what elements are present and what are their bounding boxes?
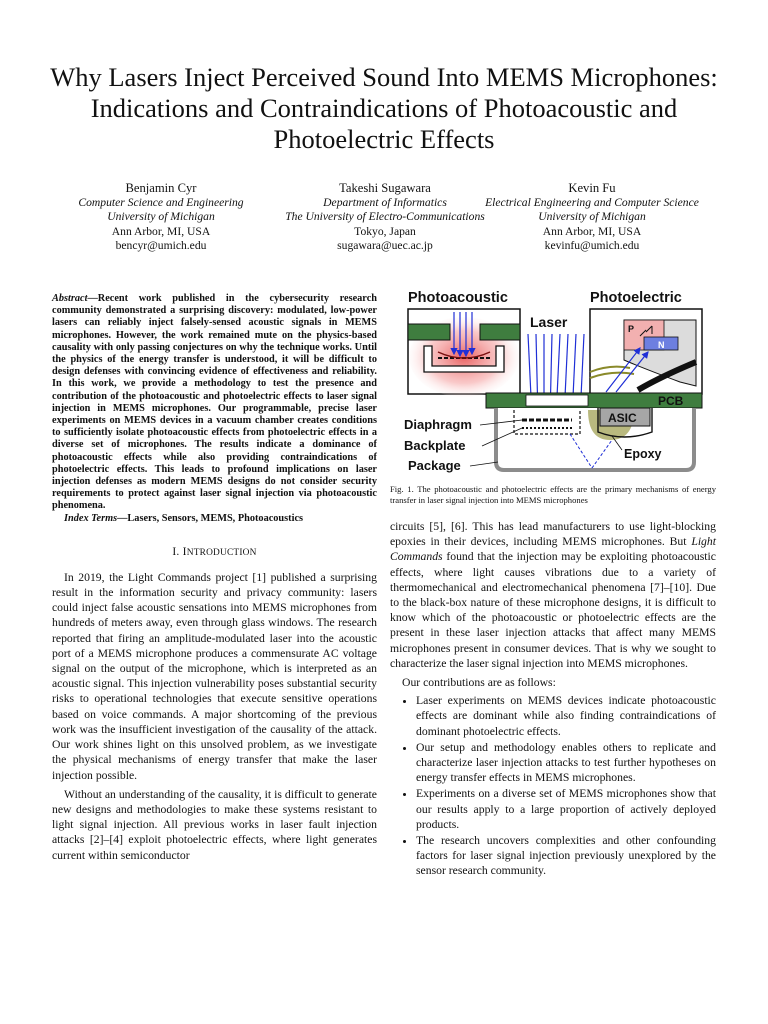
paper-title: Why Lasers Inject Perceived Sound Into MEMS Microphones: Indications and Contraindications of Photoacoustic and Photoelectric Effects <box>50 62 718 154</box>
p-label: P <box>628 324 635 334</box>
backplate-label: Backplate <box>404 438 466 453</box>
section-title-rest: NTRODUCTION <box>186 547 257 558</box>
laser-label: Laser <box>530 314 568 330</box>
contribution-item: • Our setup and methodology enables others to replicate and characterize laser injection attacks to test further hypotheses on energy transfer effects in MEMS microphones. <box>416 740 716 786</box>
author-location: Tokyo, Japan <box>354 224 416 238</box>
contribution-item: • The research uncovers complexities and other confounding factors for laser signal injection previously unexplored by the sensor research community. <box>416 833 716 879</box>
figure-1 <box>390 282 720 482</box>
intro-paragraph-2: Without an understanding of the causality, it is difficult to generate new designs and methodologies to make these systems resistant to light signal injection. All previous works in laser fault injection attacks [2]–[4] exploit photoelectric effects, where light generates current within semiconductor <box>52 787 377 862</box>
asic-label: ASIC <box>608 411 637 425</box>
author-name: Benjamin Cyr <box>125 181 197 195</box>
index-terms-text: —Lasers, Sensors, MEMS, Photoacoustics <box>117 512 304 524</box>
author-name: Takeshi Sugawara <box>339 181 431 195</box>
left-column <box>52 293 377 863</box>
index-terms-lead: Index Terms <box>64 512 118 524</box>
paragraph-text: circuits [5], [6]. This has lead manufacturers to use light-blocking epoxies in their devices, including MEMS microphones. But <box>390 520 716 549</box>
contributions-list <box>390 693 716 878</box>
right-column <box>390 519 716 880</box>
author-department: Department of Informatics <box>323 196 447 209</box>
author-organization: University of Michigan <box>107 210 215 224</box>
acoustic-port <box>526 395 588 406</box>
package-label: Package <box>408 458 461 473</box>
figure-caption: Fig. 1. The photoacoustic and photoelectric effects are the primary mechanisms of energy transfer in laser signal injection into MEMS microphones <box>390 484 716 505</box>
n-label: N <box>658 340 665 350</box>
author-organization: University of Michigan <box>538 210 646 224</box>
author-3 <box>466 180 718 254</box>
abstract-text: —Recent work published in the cybersecurity research community demonstrated a surprising discovery: modulated, low-power lasers can reliably inject falsely-sensed acoustic signals in MEMS microphones. However, the work remained mute on the physics-based causality with only passing conjectures on why the technique works. Until the physics of the energy transfer is understood, it will be difficult to design defenses with convincing evidence of effectiveness and reliability. In this work, we provide a methodology to test the presence and contribution of the photoacoustic and photoelectric effects to laser signal injection in MEMS microphones. Our programmable, precise laser experiments on MEMS devices in a vacuum chamber creates conditions to sufficiently isolate photoacoustic effects from photoelectric effects in a diverse set of microphones. The results indicate a dominance of photoacoustic effects while also providing contraindications of photoelectric effects. This leads to profound implications on laser injection defenses as modern MEMS designs do not consider security requirements to protect against laser signal injection via photoacoustic phenomena. <box>52 293 377 512</box>
abstract-lead: Abstract <box>52 293 88 304</box>
package-pointer <box>470 462 498 466</box>
contribution-item: • Experiments on a diverse set of MEMS microphones show that our results apply to a large proportion of actively deployed products. <box>416 786 716 832</box>
author-location: Ann Arbor, MI, USA <box>542 224 642 238</box>
contribution-item: • Laser experiments on MEMS devices indicate photoacoustic effects are dominant while also finding contraindications of dominant photoelectric effects. <box>416 693 716 739</box>
pcb-segment-right <box>480 324 520 340</box>
epoxy-label: Epoxy <box>624 447 662 461</box>
author-email[interactable]: bencyr@umich.edu <box>115 239 207 253</box>
pcb-segment-left <box>408 324 450 340</box>
author-department: Computer Science and Engineering <box>78 196 244 209</box>
abstract <box>52 293 377 513</box>
author-email[interactable]: kevinfu@umich.edu <box>544 239 640 253</box>
intro-paragraph-1: In 2019, the Light Commands project [1] published a surprising result in the information security and privacy community: lasers could inject false acoustic sensations into MEMS microphones from hundreds of meters away, even through glass windows. The research reported that firing an amplitude-modulated laser into the acoustic port of a MEMS microphone produces a commensurate AC voltage signal on the output of the microphone, which is interpreted as an acoustic signal. This injection vulnerability poses substantial security risks to operational technologies that execute sensitive operations based on voice commands. A major shortcoming of the previous work was the insufficient investigation of the causality of the attack. Our work shines light on this unsolved problem, as we investigate the physical mechanisms of energy transfer that make the laser injection possible. <box>52 570 377 782</box>
mems-diagram <box>390 282 720 482</box>
photoacoustic-label: Photoacoustic <box>408 290 508 306</box>
section-title-initial: I <box>182 544 187 558</box>
author-name: Kevin Fu <box>568 181 616 195</box>
photoelectric-label: Photoelectric <box>590 290 682 306</box>
section-number: I. <box>172 544 180 558</box>
paragraph-text-cont: found that the injection may be exploiting photoacoustic effects, where light causes vibrations due to a variety of thermomechanical and electromechanical phenomena [7]–[10]. Due to the black-box nature of these microphone designs, it is difficult to know which of the photoacoustic or photoelectric effects are the present in these laser injection attacks that affect many MEMS microphones present in consumer devices. That is why we sought to characterize the laser signal injection into MEMS microphones. <box>390 550 716 670</box>
author-department: Electrical Engineering and Computer Science <box>485 196 699 209</box>
contributions-intro: Our contributions are as follows: <box>402 676 556 690</box>
light-commands-emphasis: Light Commands <box>390 535 716 564</box>
diaphragm-label: Diaphragm <box>404 417 472 432</box>
author-location: Ann Arbor, MI, USA <box>111 224 211 238</box>
pcb-label: PCB <box>658 394 684 408</box>
author-organization: The University of Electro-Communications <box>285 210 485 224</box>
author-email[interactable]: sugawara@uec.ac.jp <box>337 239 433 253</box>
intro-paragraph-3 <box>390 519 716 671</box>
index-terms <box>52 513 377 525</box>
section-heading <box>52 545 377 558</box>
